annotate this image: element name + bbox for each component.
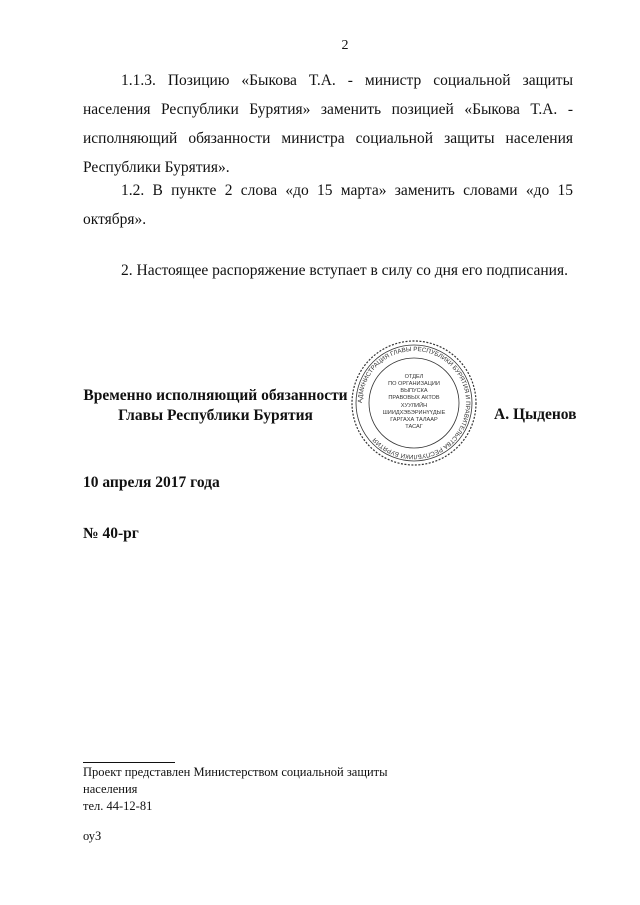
page-number: 2 [341,38,349,53]
seal-inner-line: ГАРГАХА ТАЛААР [390,417,438,423]
footnote-line-2: населения [83,782,138,796]
footnote [83,764,388,815]
footnote-phone: тел. 44-12-81 [83,799,153,813]
signer-title [83,386,348,426]
official-seal [349,338,479,468]
seal-inner-line: ПО ОРГАНИЗАЦИИ [388,381,440,387]
document-code: оуЗ [83,829,102,843]
paragraph-1-1-3: 1.1.3. Позицию «Быкова Т.А. - министр социальной защиты населения Республики Бурятия» заменить позицией «Быкова Т.А. - исполняющий обязанности министра социальной защиты населения Республики Бурятия». [83,72,573,176]
signer-title-line-2: Главы Республики Бурятия [118,407,313,424]
footnote-divider [83,762,175,763]
seal-inner-line: ШИИДХЭБЭРИНҮҮДЫЕ [382,410,446,416]
seal-outer-text: АДМИНИСТРАЦИЯ ГЛАВЫ РЕСПУБЛИКИ БУРЯТИЯ И ПРАВИТЕЛЬСТВА РЕСПУБЛИКИ БУРЯТИЯ [356,345,472,461]
signer-name: А. Цыденов [494,406,577,423]
seal-inner-line: ОТДЕЛ [404,374,424,380]
paragraph-2: 2. Настоящее распоряжение вступает в силу со дня его подписания. [121,262,568,279]
paragraph-1-2: 1.2. В пункте 2 слова «до 15 марта» заменить словами «до 15 октября». [83,182,573,228]
seal-inner-line: ВЫПУСКА [400,388,428,394]
document-date: 10 апреля 2017 года [83,474,220,491]
seal-inner-line: ПРАВОВЫХ АКТОВ [388,395,440,401]
seal-inner-line: ХУУЛИЙН [400,403,428,409]
seal-inner-line: ТАСАГ [405,424,423,430]
signer-title-line-1: Временно исполняющий обязанности [83,387,348,404]
footnote-line-1: Проект представлен Министерством социальной защиты [83,765,388,779]
document-number: № 40-рг [83,525,139,542]
